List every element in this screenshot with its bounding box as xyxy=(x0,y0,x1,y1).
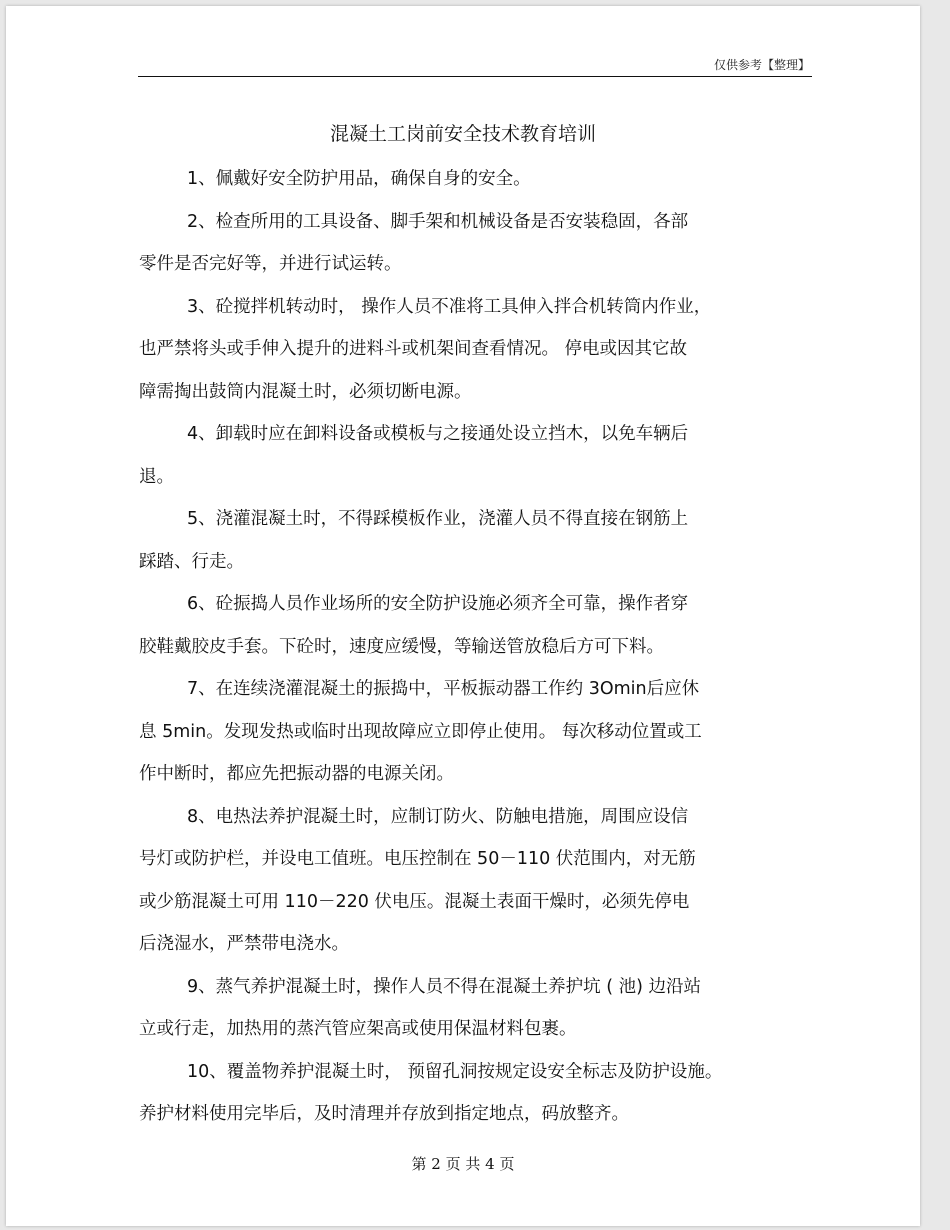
paragraph-line: 1、佩戴好安全防护用品，确保自身的安全。 xyxy=(187,169,531,189)
paragraph xyxy=(139,966,813,1051)
paragraph-line: 9、蒸气养护混凝土时，操作人员不得在混凝土养护坑 ( 池) 边沿站 xyxy=(187,976,701,997)
paragraph-line: 10、覆盖物养护混凝土时， 预留孔洞按规定设安全标志及防护设施。 xyxy=(187,1061,723,1082)
paragraph-line: 立或行走，加热用的蒸汽管应架高或使用保温材料包裹。 xyxy=(139,1019,577,1039)
paragraph-line: 5、浇灌混凝土时，不得踩模板作业，浇灌人员不得直接在钢筋上 xyxy=(187,509,689,529)
paragraph-line: 胶鞋戴胶皮手套。下砼时，速度应缓慢，等输送管放稳后方可下料。 xyxy=(139,636,664,657)
paragraph-line: 后浇湿水，严禁带电浇水。 xyxy=(139,934,349,954)
paragraph-line: 4、卸载时应在卸料设备或模板与之接通处设立挡木，以免车辆后 xyxy=(187,424,689,444)
paragraph-line: 2、检查所用的工具设备、脚手架和机械设备是否安装稳固，各部 xyxy=(187,211,689,232)
paragraph-line: 号灯或防护栏，并设电工值班。电压控制在 50－110 伏范围内，对无筋 xyxy=(139,849,696,869)
paragraph xyxy=(139,413,813,498)
paragraph xyxy=(139,286,813,414)
document-page xyxy=(6,6,920,1226)
paragraph xyxy=(139,158,813,201)
paragraph-line: 息 5min。发现发热或临时出现故障应立即停止使用。 每次移动位置或工 xyxy=(139,721,702,742)
paragraph-line: 6、砼振捣人员作业场所的安全防护设施必须齐全可靠，操作者穿 xyxy=(187,594,689,614)
paragraph-line: 3、砼搅拌机转动时， 操作人员不准将工具伸入拌合机转筒内作业， xyxy=(187,296,712,317)
paragraph-line: 也严禁将头或手伸入提升的进料斗或机架间查看情况。 停电或因其它故 xyxy=(139,339,688,359)
paragraph-line: 零件是否完好等，并进行试运转。 xyxy=(139,254,402,274)
paragraph xyxy=(139,1051,813,1136)
paragraph-line: 退。 xyxy=(139,466,174,487)
paragraph-line: 作中断时，都应先把振动器的电源关闭。 xyxy=(139,764,454,784)
paragraph xyxy=(139,796,813,966)
header-note: 仅供参考【整理】 xyxy=(713,58,810,72)
paragraph xyxy=(139,498,813,583)
paragraph xyxy=(139,668,813,796)
paragraph-line: 踩踏、行走。 xyxy=(139,551,244,572)
paragraph-line: 8、电热法养护混凝土时，应制订防火、防触电措施，周围应设信 xyxy=(187,806,689,827)
paragraph-line: 养护材料使用完毕后，及时清理并存放到指定地点，码放整齐。 xyxy=(139,1104,629,1124)
paragraph-line: 7、在连续浇灌混凝土的振捣中，平板振动器工作约 3Omin后应休 xyxy=(187,679,700,699)
document-body xyxy=(139,158,813,1136)
paragraph-line: 或少筋混凝土可用 110－220 伏电压。混凝土表面干燥时，必须先停电 xyxy=(139,891,690,912)
paragraph xyxy=(139,201,813,286)
page-footer: 第 2 页 共 4 页 xyxy=(411,1155,515,1173)
document-title: 混凝土工岗前安全技术教育培训 xyxy=(329,123,596,145)
header-rule xyxy=(138,76,812,77)
paragraph-line: 障需掏出鼓筒内混凝土时，必须切断电源。 xyxy=(139,381,472,402)
paragraph xyxy=(139,583,813,668)
